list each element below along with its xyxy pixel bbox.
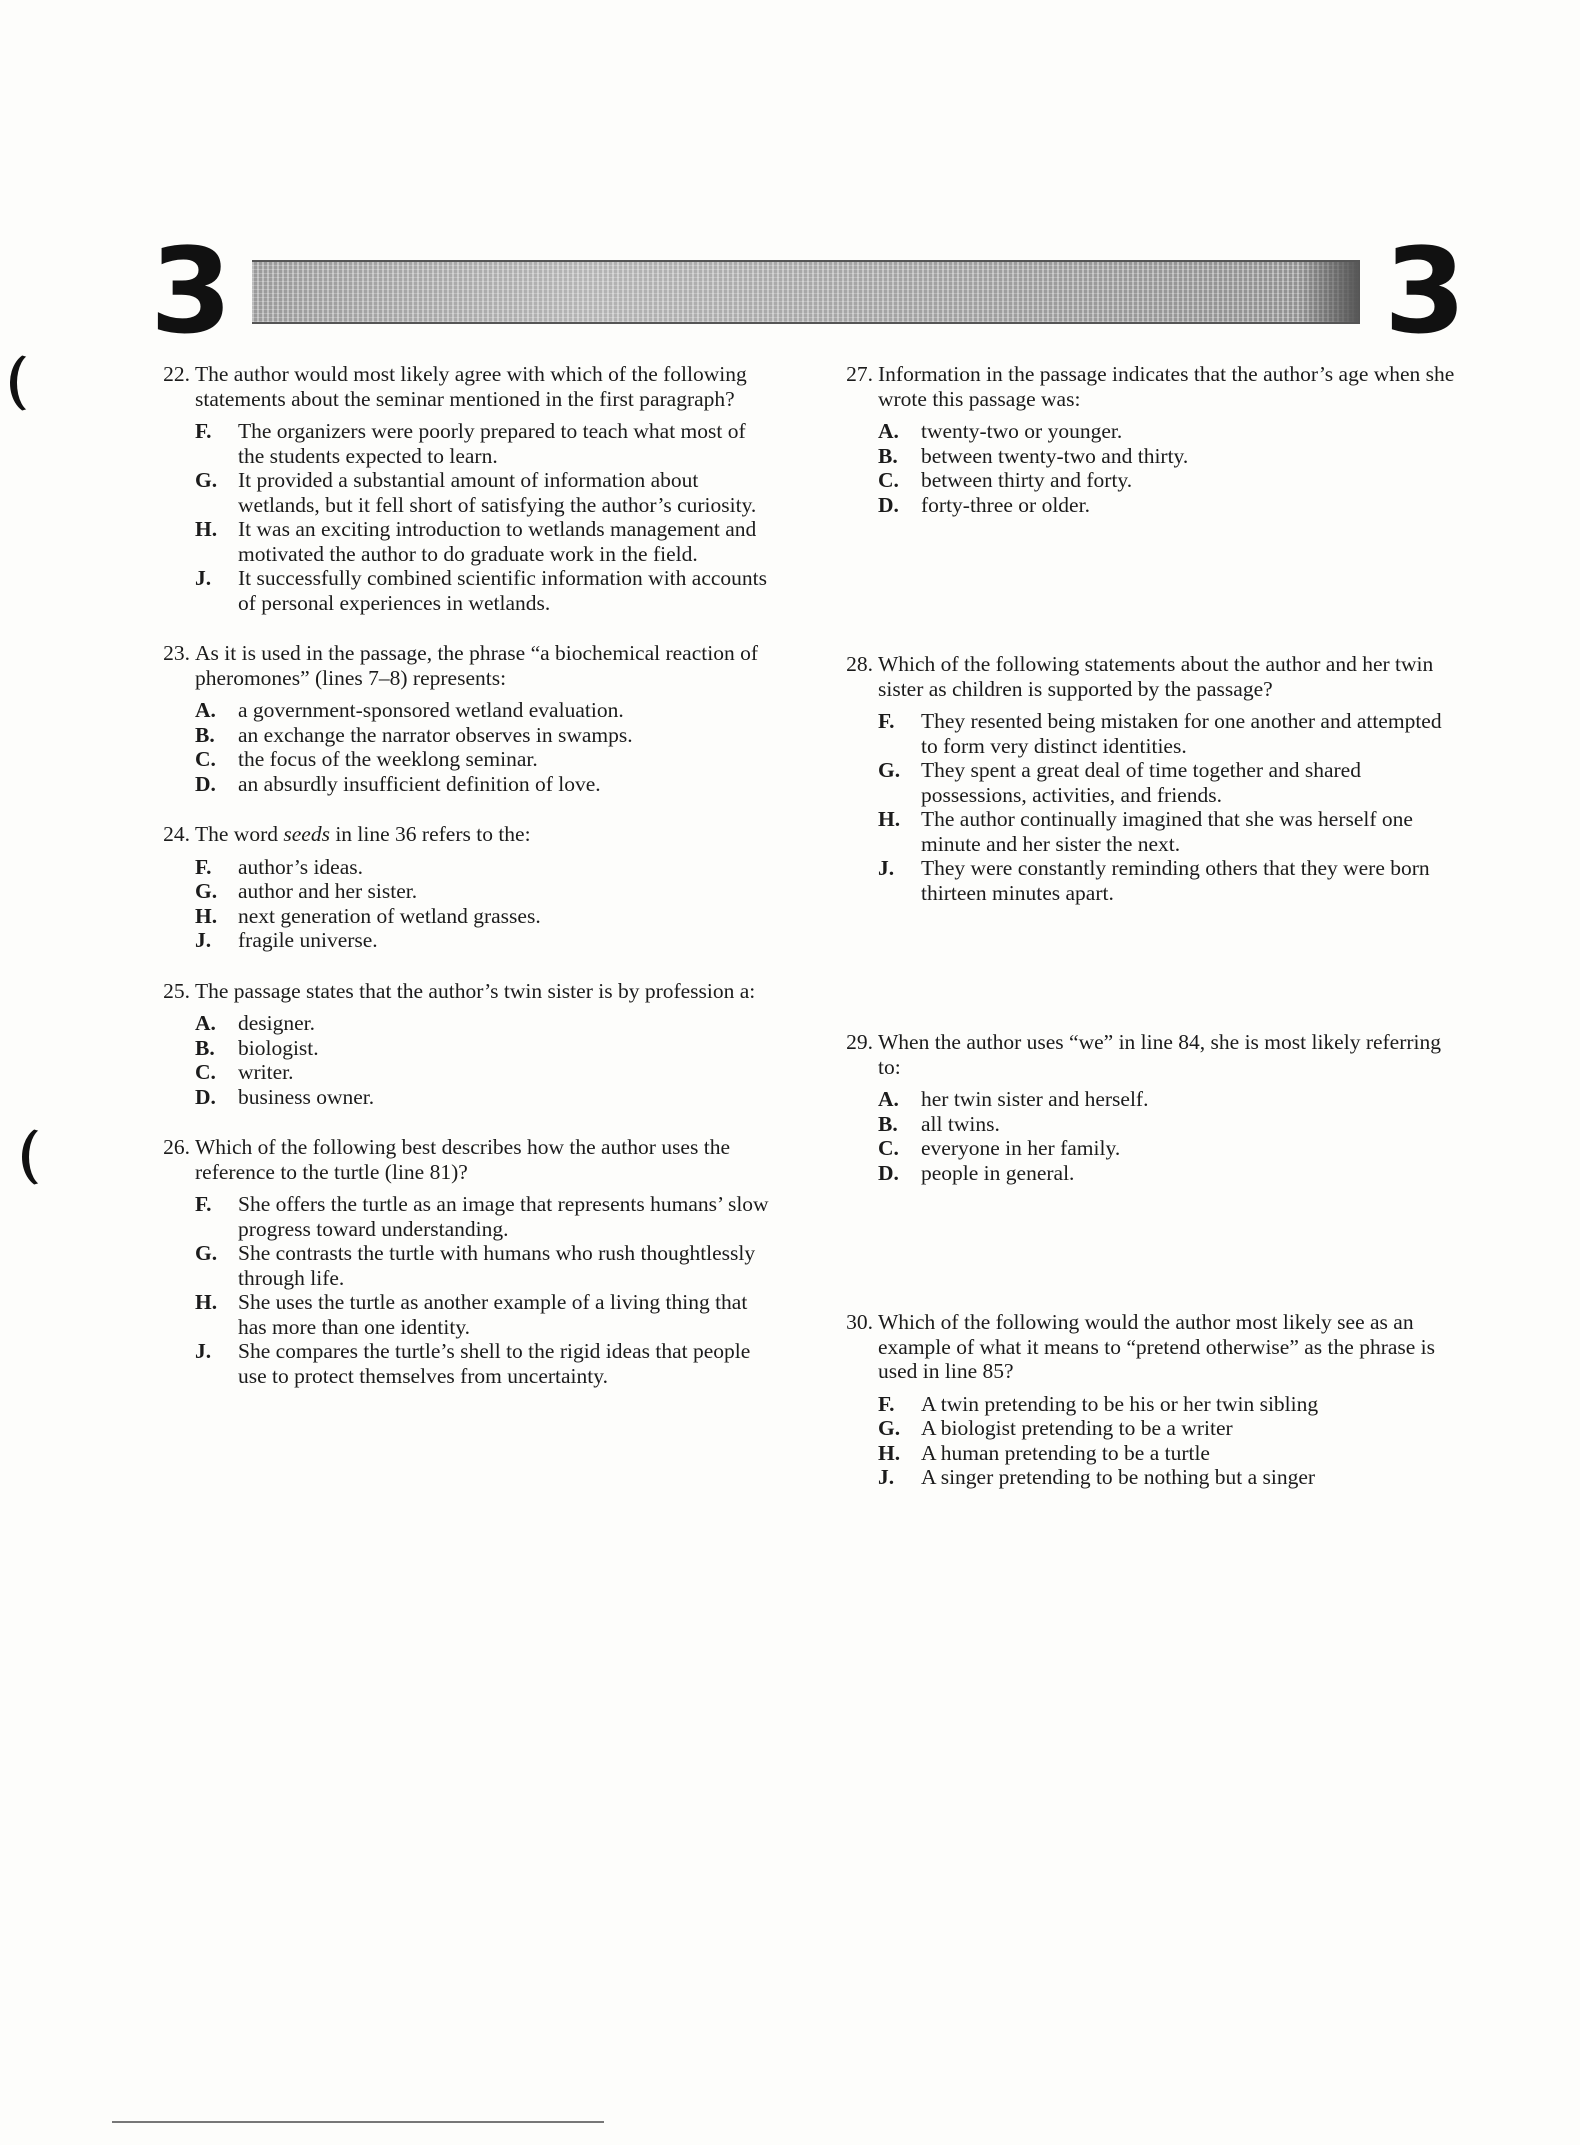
answer-options	[150, 1011, 775, 1109]
question-stem: Which of the following would the author most likely see as an example of what it means to “pretend otherwise” as the phrase is used in line 85?	[878, 1310, 1436, 1383]
question-number: 24.	[163, 822, 190, 846]
question-number: 25.	[163, 978, 190, 1003]
answer-option[interactable]: F. The organizers were poorly prepared to teach what most of the students expected to learn.	[195, 419, 746, 468]
right-question-column	[833, 362, 1455, 1490]
answer-option[interactable]: D. people in general.	[878, 1160, 1075, 1185]
question-24	[150, 822, 775, 953]
answer-option[interactable]: G. She contrasts the turtle with humans who rush thoughtlessly through life.	[195, 1241, 756, 1290]
answer-options	[150, 419, 775, 615]
answer-option[interactable]: H. next generation of wetland grasses.	[195, 903, 541, 928]
question-number: 28.	[846, 652, 873, 676]
question-29	[833, 1030, 1455, 1185]
question-number: 30.	[846, 1310, 873, 1334]
section-number-right: 3	[1384, 222, 1467, 360]
answer-options	[150, 855, 775, 953]
question-stem: Information in the passage indicates that the author’s age when she wrote this passage was:	[878, 362, 1455, 411]
answer-option[interactable]: A. designer.	[195, 1011, 316, 1035]
answer-option[interactable]: C. the focus of the weeklong seminar.	[195, 747, 538, 771]
answer-option[interactable]: J. A singer pretending to be nothing but a singer	[878, 1465, 1316, 1489]
answer-option[interactable]: B. between twenty-two and thirty.	[878, 443, 1189, 468]
answer-options	[833, 709, 1455, 905]
question-number: 22.	[163, 362, 190, 386]
answer-option[interactable]: H. The author continually imagined that she was herself one minute and her sister the next.	[878, 807, 1413, 856]
question-stem: Which of the following statements about the author and her twin sister as children is supported by the passage?	[878, 652, 1434, 701]
answer-options	[150, 698, 775, 796]
answer-option[interactable]: A. her twin sister and herself.	[878, 1087, 1149, 1111]
answer-option[interactable]: D. forty-three or older.	[878, 492, 1090, 517]
question-stem: The passage states that the author’s twin sister is by profession a:	[195, 978, 756, 1003]
answer-option[interactable]: G. A biologist pretending to be a writer	[878, 1416, 1233, 1440]
answer-option[interactable]: C. between thirty and forty.	[878, 468, 1133, 492]
answer-option[interactable]: C. writer.	[195, 1060, 294, 1084]
question-25	[150, 979, 775, 1110]
footer-divider	[112, 2121, 604, 2123]
answer-option[interactable]: F. author’s ideas.	[195, 854, 363, 879]
answer-option[interactable]: H. She uses the turtle as another example of a living thing that has more than one identity.	[195, 1290, 748, 1339]
answer-option[interactable]: H. A human pretending to be a turtle	[878, 1440, 1210, 1465]
left-question-column	[150, 362, 775, 1388]
answer-options	[833, 419, 1455, 517]
answer-options	[150, 1192, 775, 1388]
question-stem: As it is used in the passage, the phrase “a biochemical reaction of pheromones” (lines 7–8) represents:	[195, 641, 758, 690]
answer-option[interactable]: B. biologist.	[195, 1035, 319, 1060]
answer-option[interactable]: A. a government-sponsored wetland evaluation.	[195, 698, 624, 722]
question-stem: Which of the following best describes how the author uses the reference to the turtle (line 81)?	[195, 1135, 730, 1184]
question-22	[150, 362, 775, 615]
answer-option[interactable]: B. all twins.	[878, 1111, 1000, 1136]
punch-hole-mark-middle	[22, 1126, 67, 1188]
answer-option[interactable]: A. twenty-two or younger.	[878, 419, 1123, 443]
answer-option[interactable]: D. business owner.	[195, 1084, 375, 1109]
answer-option[interactable]: B. an exchange the narrator observes in swamps.	[195, 722, 633, 747]
answer-options	[833, 1087, 1455, 1185]
answer-options	[833, 1392, 1455, 1490]
answer-option[interactable]: J. fragile universe.	[195, 928, 378, 952]
answer-option[interactable]: F. A twin pretending to be his or her twin sibling	[878, 1391, 1319, 1416]
answer-option[interactable]: C. everyone in her family.	[878, 1136, 1121, 1160]
question-26	[150, 1135, 775, 1388]
section-header-bar	[252, 260, 1360, 324]
question-23	[150, 641, 775, 796]
question-28	[833, 652, 1455, 905]
question-number: 23.	[163, 641, 190, 665]
answer-option[interactable]: H. It was an exciting introduction to wetlands management and motivated the author to do graduate work in the field.	[195, 517, 757, 566]
answer-option[interactable]: G. They spent a great deal of time together and shared possessions, activities, and friends.	[878, 758, 1361, 807]
question-stem: The author would most likely agree with which of the following statements about the seminar mentioned in the first paragraph?	[195, 362, 747, 411]
question-27	[833, 362, 1455, 517]
answer-option[interactable]: J. They were constantly reminding others that they were born thirteen minutes apart.	[878, 856, 1430, 905]
answer-option[interactable]: F. She offers the turtle as an image that represents humans’ slow progress toward understanding.	[195, 1192, 769, 1241]
section-number-left: 3	[150, 222, 233, 360]
question-stem: When the author uses “we” in line 84, she is most likely referring to:	[878, 1030, 1442, 1079]
answer-option[interactable]: J. She compares the turtle’s shell to the rigid ideas that people use to protect themselves from uncertainty.	[195, 1339, 751, 1388]
answer-option[interactable]: D. an absurdly insufficient definition of love.	[195, 771, 601, 796]
answer-option[interactable]: G. author and her sister.	[195, 879, 418, 903]
question-number: 29.	[846, 1030, 873, 1054]
answer-option[interactable]: J. It successfully combined scientific information with accounts of personal experiences in wetlands.	[195, 566, 767, 615]
question-stem: The word seeds in line 36 refers to the:	[195, 822, 531, 846]
answer-option[interactable]: F. They resented being mistaken for one another and attempted to form very distinct identities.	[878, 709, 1442, 758]
question-number: 27.	[846, 362, 873, 386]
punch-hole-mark-top	[10, 352, 55, 414]
question-number: 26.	[163, 1135, 190, 1159]
question-30	[833, 1310, 1455, 1490]
answer-option[interactable]: G. It provided a substantial amount of information about wetlands, but it fell short of satisfying the author’s curiosity.	[195, 468, 757, 517]
